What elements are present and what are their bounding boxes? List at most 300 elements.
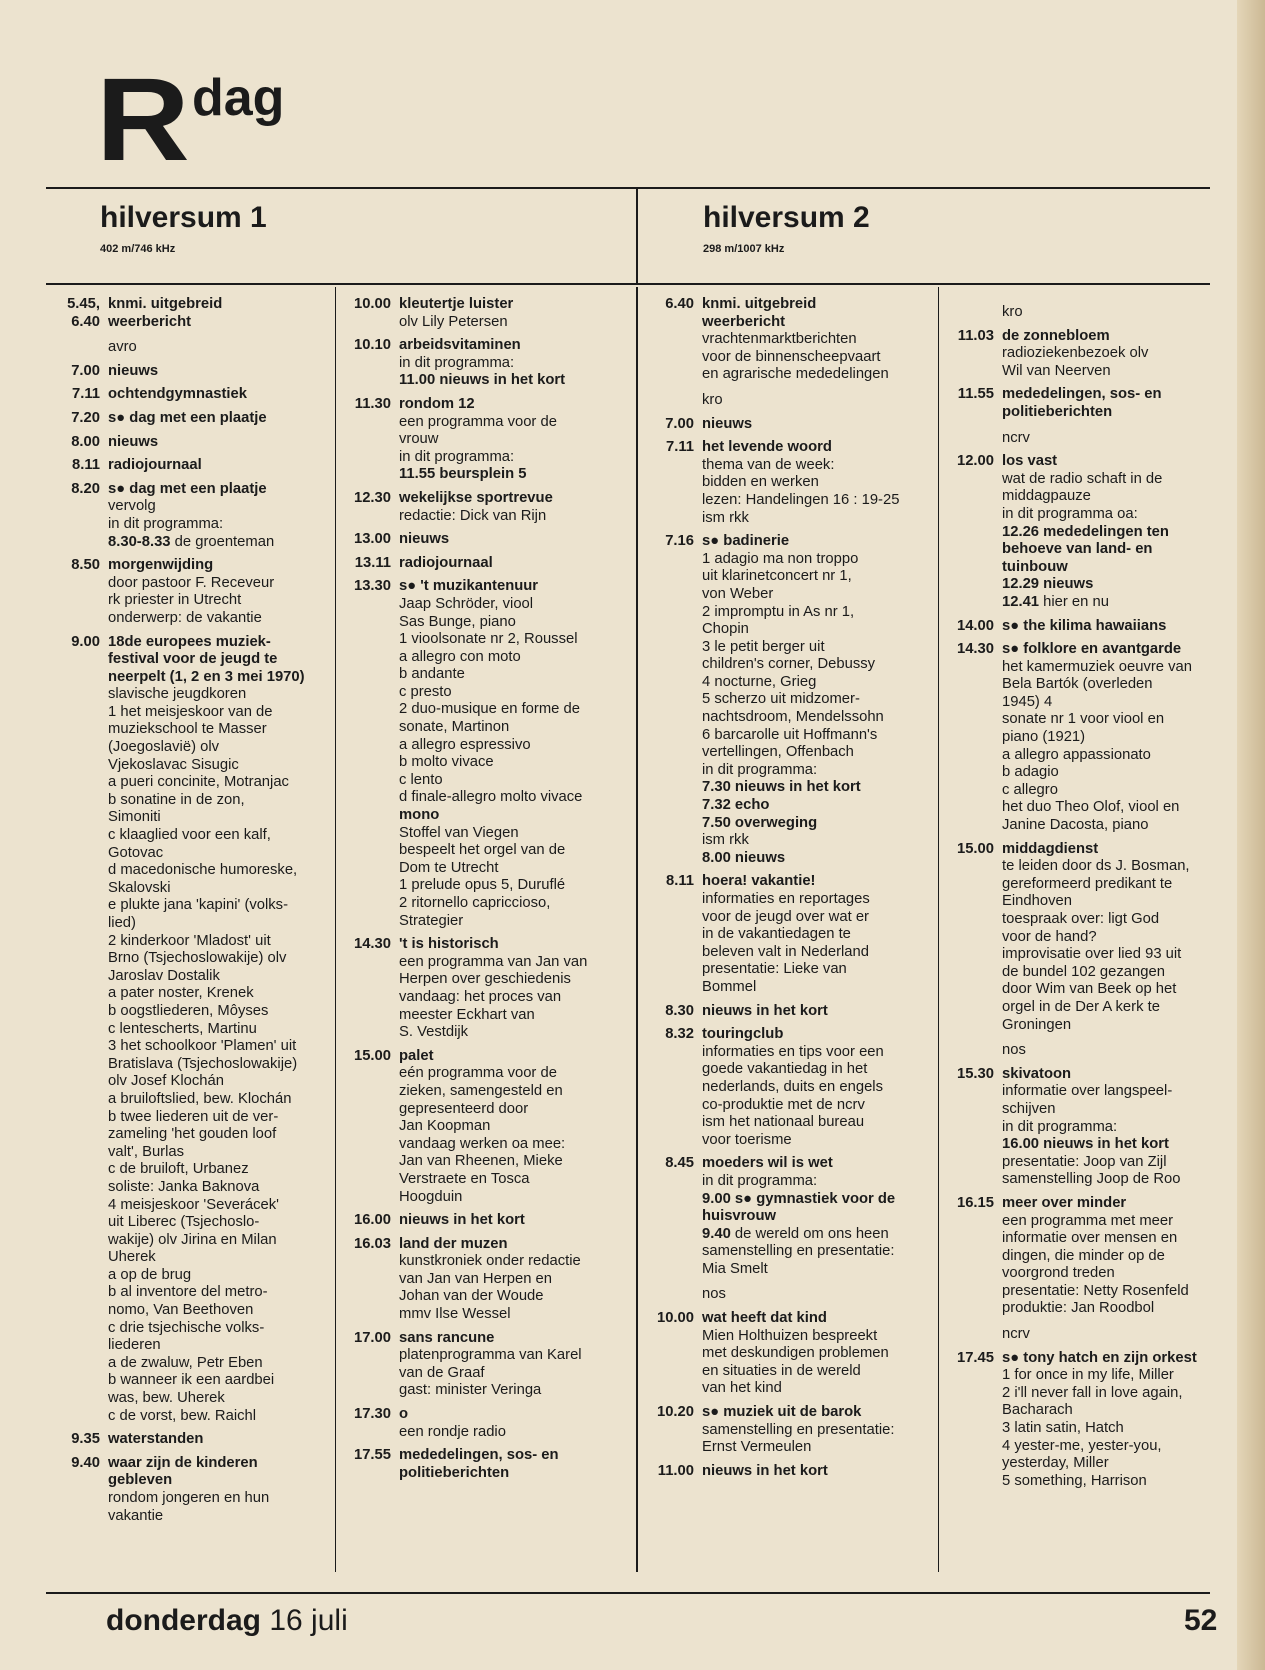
program-line: politieberichten [1002, 403, 1113, 420]
program-line: orgel in de Der A kerk te [1002, 998, 1160, 1015]
program-title: middagdienst [1002, 840, 1099, 857]
program-line: sonate, Martinon [399, 719, 510, 736]
program-time: 8.11 [666, 873, 694, 890]
program-line: 12.29 nieuws [1002, 576, 1094, 593]
program-line: 11.55 beursplein 5 [399, 466, 527, 483]
program-line: children's corner, Debussy [702, 656, 876, 673]
program-line: wat de radio schaft in de [1002, 470, 1163, 487]
program-details [399, 396, 633, 484]
program-time: 17.00 [353, 1329, 391, 1346]
program-title: s● folklore en avantgarde [1002, 641, 1182, 658]
program-line: voor de hand? [1002, 928, 1097, 945]
program-title: radiojournaal [108, 457, 202, 474]
network-label: kro [1002, 304, 1023, 320]
program-time: 9.35 [71, 1431, 100, 1448]
program-line: huisvrouw [702, 1208, 776, 1225]
program-line: zieken, samengesteld en [399, 1082, 563, 1099]
station-title-1: hilversum 1 [100, 201, 267, 234]
program-line: vervolg [108, 498, 156, 515]
program-line: een rondje radio [399, 1423, 506, 1440]
program-title: 18de europees muziek- [108, 633, 271, 650]
program-time: 15.30 [956, 1065, 994, 1082]
program-line: von Weber [702, 585, 774, 602]
program-line: ism rkk [702, 832, 749, 849]
program-time: 10.20 [656, 1404, 694, 1421]
program-title: nieuws in het kort [399, 1212, 525, 1229]
program-line: lezen: Handelingen 16 : 19-25 [702, 491, 900, 508]
program-time: 8.30 [665, 1002, 694, 1019]
program-line: en situaties in de wereld [702, 1362, 861, 1379]
footer-weekday: donderdag [106, 1604, 261, 1637]
program-time: 13.11 [354, 554, 391, 571]
program-time: 12.00 [956, 453, 994, 470]
program-entry [940, 641, 1230, 835]
program-title: mededelingen, sos- en [399, 1447, 559, 1464]
program-line: informaties en tips voor een [702, 1043, 884, 1060]
program-entry [940, 1350, 1230, 1491]
page-edge-shadow [1237, 0, 1265, 1670]
program-line: door Wim van Beek op het [1002, 981, 1177, 998]
program-time: 12.30 [353, 489, 391, 506]
program-entry [940, 1195, 1230, 1318]
program-entry [640, 296, 936, 384]
program-entry [337, 1330, 633, 1400]
program-line: piano (1921) [1002, 729, 1086, 746]
program-time: 11.55 [957, 386, 994, 403]
program-line: slavische jeugdkoren [108, 686, 247, 703]
program-time: 17.45 [956, 1349, 994, 1366]
program-line: uit Liberec (Tsjechoslo- [108, 1214, 260, 1231]
program-time: 9.00 [71, 633, 100, 650]
network-label: ncrv [1002, 1326, 1030, 1343]
program-line: vandaag werken oa mee: [399, 1135, 566, 1152]
program-line: muziekschool te Masser [108, 721, 267, 738]
program-line: in de vakantiedagen te [702, 926, 851, 943]
program-line: Herpen over geschiedenis [399, 971, 571, 988]
station-title-2: hilversum 2 [703, 201, 870, 234]
program-title: touringclub [702, 1026, 784, 1043]
program-time: 14.30 [956, 641, 994, 658]
program-line: kunstkroniek onder redactie [399, 1253, 581, 1270]
program-details [1002, 1066, 1230, 1189]
program-entry [337, 1048, 633, 1206]
program-line: voorgrond treden [1002, 1265, 1115, 1282]
program-details [108, 481, 332, 551]
program-line: c drie tsjechische volks- [108, 1319, 265, 1336]
program-line: c lentescherts, Martinu [108, 1020, 257, 1037]
program-line: sonate nr 1 voor viool en [1002, 711, 1165, 728]
program-line: in dit programma oa: [1002, 505, 1138, 522]
inline-time: 12.41 [1002, 593, 1040, 610]
program-entry [940, 618, 1230, 636]
program-details [702, 1155, 936, 1278]
program-entry [337, 1447, 633, 1482]
program-title: s● tony hatch en zijn orkest [1002, 1349, 1197, 1366]
inline-time: 8.30-8.33 [108, 533, 171, 550]
program-line: 4 nocturne, Grieg [702, 673, 817, 690]
program-entry [337, 1212, 633, 1230]
program-line: presentatie: Joop van Zijl [1002, 1153, 1167, 1170]
program-line: in dit programma: [108, 515, 224, 532]
program-details [399, 1212, 633, 1230]
program-line: beleven valt in Nederland [702, 943, 869, 960]
program-time: 7.11 [666, 439, 694, 456]
program-title: s● muziek uit de barok [702, 1404, 862, 1421]
program-line: Strategier [399, 912, 464, 929]
program-line: uit klarinetconcert nr 1, [702, 568, 852, 585]
program-line: Bacharach [1002, 1402, 1073, 1419]
program-time: 8.45 [665, 1155, 694, 1172]
program-line: b wanneer ik een aardbei [108, 1372, 275, 1389]
program-line: rk priester in Utrecht [108, 592, 242, 609]
program-time: 7.20 [71, 409, 100, 426]
program-line: 8.30-8.33 de groenteman [108, 533, 275, 550]
program-line: onderwerp: de vakantie [108, 609, 262, 626]
program-line: meester Eckhart van [399, 1006, 535, 1023]
program-title: land der muzen [399, 1235, 508, 1252]
program-line: voor de jeugd over wat er [702, 908, 869, 925]
program-entry [46, 1455, 332, 1525]
program-line: c presto [399, 683, 452, 700]
program-line: Mien Holthuizen bespreekt [702, 1327, 878, 1344]
program-line: (Joegoslavië) olv [108, 739, 220, 756]
program-line: informatie over langspeel- [1002, 1083, 1173, 1100]
program-line: Ernst Vermeulen [702, 1439, 812, 1456]
program-entry [640, 873, 936, 996]
schedule-column-2 [337, 296, 633, 1488]
program-line: lied) [108, 915, 136, 931]
program-line: festival voor de jeugd te [108, 651, 278, 668]
program-entry [46, 1431, 332, 1449]
program-line: 1 vioolsonate nr 2, Roussel [399, 631, 578, 648]
program-title: meer over minder [1002, 1194, 1127, 1211]
program-line: vrouw [399, 431, 439, 448]
program-line: 7.50 overweging [702, 814, 818, 831]
program-time: 16.03 [353, 1235, 391, 1252]
program-line: zameling 'het gouden loof [108, 1126, 277, 1143]
network-label: avro [108, 339, 137, 356]
program-entry [46, 363, 332, 381]
program-line: 7.30 nieuws in het kort [702, 779, 861, 796]
program-time: 7.11 [72, 386, 100, 403]
program-details [399, 578, 633, 930]
program-time: 10.10 [353, 337, 391, 354]
program-line: Vjekoslavac Sisugic [108, 756, 239, 773]
program-entry [940, 328, 1230, 381]
program-entry [337, 490, 633, 525]
program-title: 't is historisch [399, 936, 499, 953]
program-entry [337, 1406, 633, 1441]
program-line: e plukte jana 'kapini' (volks- [108, 897, 289, 914]
program-line: een programma van Jan van [399, 953, 588, 970]
program-title: sans rancune [399, 1329, 495, 1346]
program-details [1002, 1350, 1230, 1491]
program-time: 7.16 [665, 533, 694, 550]
program-details [399, 1447, 633, 1482]
program-title: los vast [1002, 453, 1058, 470]
program-details [702, 873, 936, 996]
program-details [108, 363, 332, 381]
program-line: presentatie: Lieke van [702, 961, 847, 978]
program-line: schijven [1002, 1100, 1056, 1117]
program-title: s● dag met een plaatje [108, 480, 267, 497]
program-line: produktie: Jan Roodbol [1002, 1300, 1155, 1317]
program-line: redactie: Dick van Rijn [399, 507, 547, 524]
program-line: ism het nationaal bureau [702, 1114, 865, 1131]
network-label: ncrv [1002, 429, 1030, 446]
header-top-rule [46, 187, 1210, 189]
program-line: eén programma voor de [399, 1065, 557, 1082]
program-line: vandaag: het proces van [399, 988, 562, 1005]
program-line: Gotovac [108, 844, 164, 861]
program-line: c de bruiloft, Urbanez [108, 1161, 249, 1178]
program-line: van Jan van Herpen en [399, 1270, 553, 1287]
program-line: a allegro con moto [399, 648, 521, 665]
program-time: 17.55 [353, 1447, 391, 1464]
program-entry [46, 386, 332, 404]
program-title: nieuws [399, 531, 450, 548]
program-line: gereformeerd predikant te [1002, 875, 1173, 892]
program-line: Brno (Tsjechoslowakije) olv [108, 950, 287, 967]
program-line: een programma met meer [1002, 1212, 1174, 1229]
program-title: s● 't muzikantenuur [399, 578, 539, 595]
program-line: nomo, Van Beethoven [108, 1302, 254, 1319]
program-details [108, 1455, 332, 1525]
program-title: wat heeft dat kind [702, 1310, 827, 1327]
program-line: 2 ritornello capriccioso, [399, 895, 551, 911]
program-line: Verstraete en Tosca [399, 1170, 530, 1187]
program-line: 1 het meisjeskoor van de [108, 703, 273, 720]
program-details [702, 1463, 936, 1481]
footer-day-month: 16 juli [269, 1604, 348, 1637]
program-details [108, 634, 332, 1426]
program-line: Jaroslav Dostalik [108, 967, 220, 984]
program-line: samenstelling Joop de Roo [1002, 1171, 1181, 1188]
program-line: het duo Theo Olof, viool en [1002, 799, 1180, 816]
program-line: 12.26 mededelingen ten [1002, 523, 1169, 540]
program-entry [640, 1155, 936, 1278]
program-title: palet [399, 1047, 434, 1064]
program-line: b oogstliederen, Môyses [108, 1002, 269, 1019]
program-line: c de vorst, bew. Raichl [108, 1407, 257, 1424]
program-title: hoera! vakantie! [702, 873, 816, 890]
program-line: nachtsdroom, Mendelssohn [702, 709, 884, 726]
program-line: Janine Dacosta, piano [1002, 817, 1149, 834]
inline-time: 9.40 [702, 1225, 731, 1242]
program-line: 3 le petit berger uit [702, 638, 825, 655]
program-line: soliste: Janka Baknova [108, 1178, 260, 1195]
program-details [1002, 386, 1230, 421]
program-time: 11.30 [354, 395, 391, 412]
program-line: ism rkk [702, 509, 749, 526]
program-line: b twee liederen uit de ver- [108, 1108, 279, 1125]
program-title: s● the kilima hawaiians [1002, 617, 1167, 634]
program-line: S. Vestdijk [399, 1024, 469, 1041]
program-line: a allegro appassionato [1002, 746, 1151, 763]
program-entry [940, 453, 1230, 611]
station-freq-1: 402 m/746 kHz [100, 243, 176, 255]
program-line: radioziekenbezoek olv [1002, 345, 1149, 362]
program-line: toespraak over: ligt God [1002, 911, 1160, 927]
program-title: nieuws [108, 362, 159, 379]
program-time: 16.15 [956, 1194, 994, 1211]
program-line: Bratislava (Tsjechoslowakije) [108, 1055, 298, 1072]
program-title: rondom 12 [399, 395, 475, 412]
program-line: Jaap Schröder, viool [399, 595, 534, 612]
program-title: nieuws in het kort [702, 1002, 828, 1019]
program-line: a op de brug [108, 1266, 192, 1283]
column-divider-1 [335, 287, 336, 1572]
program-details [399, 1330, 633, 1400]
program-line: 9.00 s● gymnastiek voor de [702, 1190, 896, 1207]
program-line: Dom te Utrecht [399, 859, 499, 876]
program-line: platenprogramma van Karel [399, 1347, 582, 1364]
program-line: Johan van der Woude [399, 1288, 544, 1305]
program-details [399, 1048, 633, 1206]
program-entry [46, 557, 332, 627]
program-title: mededelingen, sos- en [1002, 386, 1162, 403]
program-title: het levende woord [702, 439, 832, 456]
program-line: in dit programma: [399, 354, 515, 371]
program-details [702, 439, 936, 527]
program-line: voor de binnenscheepvaart [702, 348, 881, 365]
program-details [108, 557, 332, 627]
schedule-column-1 [46, 296, 332, 1531]
program-details [399, 296, 633, 331]
program-time: 5.45, 6.40 [67, 296, 100, 330]
program-line: 9.40 de wereld om ons heen [702, 1225, 889, 1242]
program-line: gebleven [108, 1472, 173, 1489]
program-details [399, 531, 633, 549]
program-line: a de zwaluw, Petr Eben [108, 1354, 263, 1371]
program-entry [46, 296, 332, 331]
program-line: in dit programma: [399, 448, 515, 465]
program-entry [640, 1463, 936, 1481]
program-line: goede vakantiedag in het [702, 1061, 868, 1078]
program-line: 2 duo-musique en forme de [399, 701, 580, 718]
program-line: te leiden door ds J. Bosman, [1002, 858, 1190, 875]
program-title: s● badinerie [702, 533, 790, 550]
header-divider [636, 187, 638, 285]
program-title: morgenwijding [108, 557, 214, 574]
program-line: wakije) olv Jirina en Milan [108, 1231, 277, 1248]
program-line: samenstelling en presentatie: [702, 1421, 895, 1438]
program-details [108, 434, 332, 452]
program-time: 15.00 [353, 1047, 391, 1064]
network-label: nos [1002, 1042, 1026, 1059]
program-entry [337, 555, 633, 573]
program-details [108, 457, 332, 475]
program-line: vakantie [108, 1507, 164, 1524]
program-entry [640, 533, 936, 867]
program-line: valt', Burlas [108, 1143, 185, 1160]
program-line: 6 barcarolle uit Hoffmann's [702, 726, 878, 743]
program-entry [337, 296, 633, 331]
program-line: Simoniti [108, 809, 161, 826]
program-entry [337, 936, 633, 1042]
program-line: 4 yester-me, yester-you, [1002, 1437, 1162, 1454]
page-number: 52 [1184, 1604, 1218, 1637]
program-entry [940, 841, 1230, 1035]
program-line: 12.41 hier en nu [1002, 593, 1109, 610]
program-line: 5 scherzo uit midzomer- [702, 691, 860, 708]
program-title: s● dag met een plaatje [108, 409, 267, 426]
program-line: nederlands, duits en engels [702, 1078, 883, 1095]
station-freq-2: 298 m/1007 kHz [703, 243, 785, 255]
logo-letter: R [96, 54, 186, 186]
program-line: Mia Smelt [702, 1260, 768, 1277]
program-details [1002, 618, 1230, 636]
rdag-logo [96, 54, 285, 186]
program-title: waar zijn de kinderen [108, 1454, 258, 1471]
program-time: 13.00 [353, 531, 391, 548]
program-line: samenstelling en presentatie: [702, 1243, 895, 1260]
program-entry [940, 1066, 1230, 1189]
program-line: in dit programma: [1002, 1118, 1118, 1135]
program-line: informatie over mensen en [1002, 1230, 1178, 1247]
program-title: ochtendgymnastiek [108, 386, 247, 403]
program-details [702, 296, 936, 384]
program-line: Eindhoven [1002, 893, 1072, 910]
program-title: kleutertje luister [399, 296, 514, 312]
program-entry [337, 337, 633, 390]
program-line: olv Josef Klochán [108, 1073, 224, 1090]
program-line: informaties en reportages [702, 891, 870, 907]
program-details [1002, 453, 1230, 611]
program-details [399, 337, 633, 390]
program-entry [640, 439, 936, 527]
program-details [702, 1404, 936, 1457]
program-title: nieuws in het kort [702, 1462, 828, 1479]
program-line: b sonatine in de zon, [108, 791, 245, 808]
program-title: wekelijkse sportrevue [399, 489, 553, 506]
program-title: de zonnebloem [1002, 327, 1110, 344]
program-line: gast: minister Veringa [399, 1382, 542, 1399]
program-line: behoeve van land- en [1002, 541, 1153, 558]
program-time: 8.20 [71, 480, 100, 497]
program-line: weerbericht [702, 313, 786, 330]
program-line: neerpelt (1, 2 en 3 mei 1970) [108, 668, 305, 685]
program-entry [46, 481, 332, 551]
program-line: improvisatie over lied 93 uit [1002, 946, 1182, 963]
program-title: waterstanden [108, 1431, 204, 1448]
program-line: a allegro espressivo [399, 736, 531, 753]
program-line: middagpauze [1002, 488, 1091, 505]
program-details [399, 490, 633, 525]
program-line: in dit programma: [702, 761, 818, 778]
program-line: mmv Ilse Wessel [399, 1306, 511, 1323]
program-details [1002, 1195, 1230, 1318]
schedule-column-4 [940, 296, 1230, 1496]
program-line: a bruiloftslied, bew. Klochán [108, 1090, 292, 1107]
program-line: Jan van Rheenen, Mieke [399, 1153, 563, 1170]
logo-word: dag [192, 69, 285, 127]
program-line: Sas Bunge, piano [399, 613, 516, 630]
program-time: 6.40 [665, 296, 694, 312]
program-line: Uherek [108, 1249, 156, 1266]
program-title: arbeidsvitaminen [399, 337, 521, 354]
program-line: 3 latin satin, Hatch [1002, 1420, 1124, 1437]
program-details [702, 533, 936, 867]
program-entry [940, 386, 1230, 421]
program-line: c lento [399, 771, 443, 788]
program-details [108, 386, 332, 404]
program-line: dingen, die minder op de [1002, 1247, 1165, 1264]
header-bottom-rule [46, 283, 1210, 285]
program-line: liederen [108, 1337, 161, 1354]
program-line: c allegro [1002, 781, 1058, 798]
program-line: met deskundigen problemen [702, 1345, 889, 1362]
